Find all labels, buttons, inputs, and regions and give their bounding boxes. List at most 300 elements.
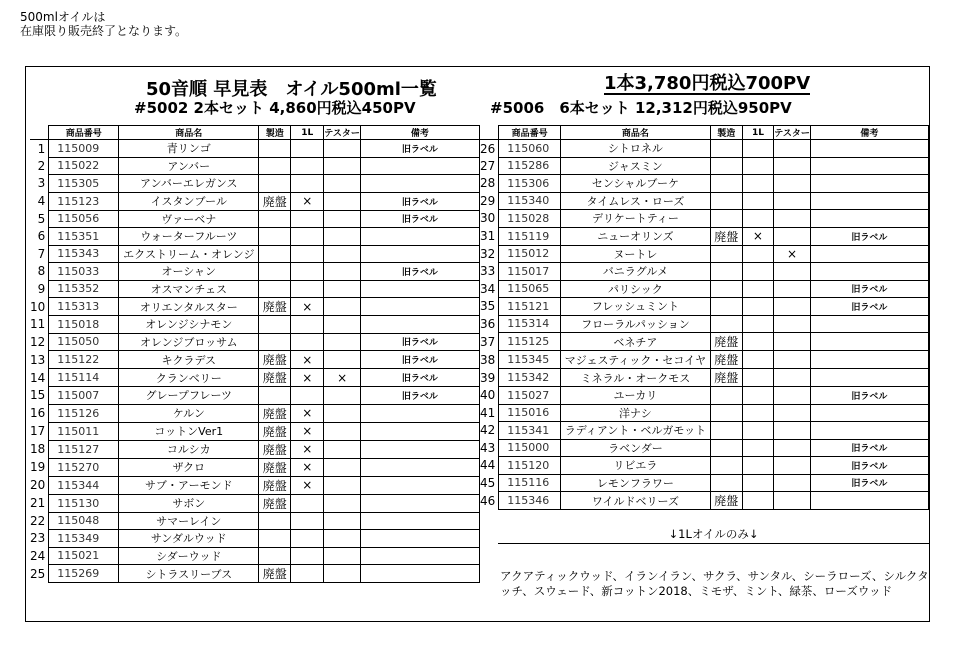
row-number: 30: [480, 210, 499, 228]
remarks: 旧ラベル: [360, 351, 479, 369]
product-name: ユーカリ: [561, 387, 711, 405]
one-liter-mark: [291, 157, 324, 175]
table-row: [30, 351, 479, 369]
row-number: 38: [480, 351, 499, 369]
header-no: [480, 126, 499, 140]
product-code: 115346: [499, 492, 561, 510]
manufacture-status: [259, 210, 291, 228]
row-number: 25: [30, 565, 49, 583]
row-number: 36: [480, 315, 499, 333]
manufacture-status: [259, 175, 291, 193]
six-set-price: #5006 6本セット 12,312円税込950PV: [490, 99, 792, 117]
product-code: 115028: [499, 210, 561, 228]
row-number: 43: [480, 439, 499, 457]
remarks: 旧ラベル: [360, 210, 479, 228]
row-number: 27: [480, 157, 499, 175]
table-row: [480, 351, 929, 369]
product-code: 115114: [49, 369, 119, 387]
remarks: 旧ラベル: [810, 298, 928, 316]
tester-mark: [774, 333, 811, 351]
table-row: [30, 298, 479, 316]
product-code: 115313: [49, 298, 119, 316]
row-number: 7: [30, 245, 49, 263]
header-no: [30, 126, 49, 140]
one-liter-mark: ×: [291, 192, 324, 210]
product-name: ケルン: [119, 404, 259, 422]
remarks: [810, 315, 928, 333]
tester-mark: [324, 404, 361, 422]
table-row: [30, 458, 479, 476]
remarks: [810, 245, 928, 263]
one-liter-mark: [742, 492, 774, 510]
remarks: 旧ラベル: [360, 263, 479, 281]
table-row: [30, 210, 479, 228]
tester-mark: [324, 512, 361, 530]
header-name: 商品名: [119, 126, 259, 140]
row-number: 32: [480, 245, 499, 263]
remarks: 旧ラベル: [360, 333, 479, 351]
product-name: レモンフラワー: [561, 474, 711, 492]
product-code: 115018: [49, 316, 119, 334]
remarks: [810, 404, 928, 422]
tester-mark: [324, 140, 361, 158]
row-number: 13: [30, 351, 49, 369]
manufacture-status: 廃盤: [259, 476, 291, 494]
product-name: サボン: [119, 494, 259, 512]
header-1l: 1L: [742, 126, 774, 140]
row-number: 37: [480, 333, 499, 351]
product-code: 115122: [49, 351, 119, 369]
row-number: 26: [480, 140, 499, 158]
row-number: 34: [480, 280, 499, 298]
tester-mark: [324, 387, 361, 405]
remarks: [810, 333, 928, 351]
manufacture-status: 廃盤: [259, 422, 291, 440]
product-name: ラベンダー: [561, 439, 711, 457]
tester-mark: [324, 547, 361, 565]
remarks: [810, 422, 928, 440]
one-liter-mark: [291, 316, 324, 334]
table-row: [30, 530, 479, 548]
row-number: 33: [480, 263, 499, 281]
product-name: タイムレス・ローズ: [561, 192, 711, 210]
product-name: 洋ナシ: [561, 404, 711, 422]
product-name: ジャスミン: [561, 157, 711, 175]
one-liter-mark: ×: [742, 227, 774, 245]
tester-mark: [774, 280, 811, 298]
row-number: 23: [30, 530, 49, 548]
one-liter-mark: [742, 263, 774, 281]
remarks: 旧ラベル: [360, 140, 479, 158]
product-code: 115351: [49, 228, 119, 246]
manufacture-status: 廃盤: [259, 404, 291, 422]
tester-mark: [324, 565, 361, 583]
product-name: パリシック: [561, 280, 711, 298]
one-liter-mark: [291, 263, 324, 281]
tester-mark: [774, 439, 811, 457]
row-number: 22: [30, 512, 49, 530]
remarks: 旧ラベル: [810, 280, 928, 298]
product-code: 115305: [49, 175, 119, 193]
one-liter-mark: [742, 457, 774, 475]
one-liter-mark: [742, 422, 774, 440]
tester-mark: [324, 245, 361, 263]
product-name: ウォーターフルーツ: [119, 228, 259, 246]
tester-mark: [324, 298, 361, 316]
tester-mark: [774, 351, 811, 369]
one-liter-mark: [742, 315, 774, 333]
row-number: 3: [30, 175, 49, 193]
manufacture-status: 廃盤: [259, 494, 291, 512]
tester-mark: [774, 404, 811, 422]
tester-mark: [324, 210, 361, 228]
row-number: 17: [30, 422, 49, 440]
remarks: [360, 422, 479, 440]
product-name: リビエラ: [561, 457, 711, 475]
table-row: [30, 333, 479, 351]
header-code: 商品番号: [499, 126, 561, 140]
one-liter-mark: ×: [291, 369, 324, 387]
table-row: [480, 140, 929, 158]
table-row: [480, 175, 929, 193]
manufacture-status: 廃盤: [259, 565, 291, 583]
remarks: 旧ラベル: [810, 227, 928, 245]
row-number: 10: [30, 298, 49, 316]
product-name: サマーレイン: [119, 512, 259, 530]
one-liter-mark: ×: [291, 351, 324, 369]
one-liter-mark: [291, 228, 324, 246]
product-code: 115056: [49, 210, 119, 228]
remarks: [810, 351, 928, 369]
header-tester: テスター: [324, 126, 361, 140]
row-number: 31: [480, 227, 499, 245]
tester-mark: [774, 263, 811, 281]
row-number: 1: [30, 140, 49, 158]
remarks: 旧ラベル: [360, 192, 479, 210]
product-code: 115065: [499, 280, 561, 298]
manufacture-status: 廃盤: [710, 369, 742, 387]
table-row: [480, 245, 929, 263]
one-liter-mark: [291, 210, 324, 228]
tester-mark: [324, 422, 361, 440]
row-number: 29: [480, 192, 499, 210]
remarks: 旧ラベル: [810, 439, 928, 457]
remarks: 旧ラベル: [360, 369, 479, 387]
product-code: 115349: [49, 530, 119, 548]
product-name: イスタンブール: [119, 192, 259, 210]
remarks: [360, 404, 479, 422]
tester-mark: [324, 157, 361, 175]
product-name: サンダルウッド: [119, 530, 259, 548]
product-name: アンバーエレガンス: [119, 175, 259, 193]
manufacture-status: [259, 280, 291, 298]
product-code: 115345: [499, 351, 561, 369]
product-code: 115270: [49, 458, 119, 476]
product-code: 115033: [49, 263, 119, 281]
remarks: [360, 175, 479, 193]
one-liter-mark: [742, 351, 774, 369]
product-name: アンバー: [119, 157, 259, 175]
one-liter-only-list: アクアティックウッド、イランイラン、サクラ、サンタル、シーラローズ、シルクタッチ、スウェード、新コットン2018、ミモザ、ミント、緑茶、ローズウッド: [500, 569, 929, 598]
manufacture-status: [710, 192, 742, 210]
product-name: 青リンゴ: [119, 140, 259, 158]
product-name: ミネラル・オークモス: [561, 369, 711, 387]
one-liter-mark: [742, 387, 774, 405]
one-liter-mark: [291, 175, 324, 193]
notice-line-1: 500mlオイルは: [20, 10, 106, 24]
table-row: [480, 315, 929, 333]
table-row: [480, 192, 929, 210]
table-row: [30, 387, 479, 405]
manufacture-status: [259, 512, 291, 530]
one-liter-mark: [742, 157, 774, 175]
row-number: 40: [480, 387, 499, 405]
product-code: 115341: [499, 422, 561, 440]
manufacture-status: [710, 315, 742, 333]
table-row: [480, 369, 929, 387]
header-tester: テスター: [774, 126, 811, 140]
one-liter-mark: ×: [291, 440, 324, 458]
remarks: [810, 369, 928, 387]
remarks: [360, 565, 479, 583]
tester-mark: [774, 140, 811, 158]
tester-mark: [324, 458, 361, 476]
remarks: [360, 458, 479, 476]
row-number: 35: [480, 298, 499, 316]
row-number: 4: [30, 192, 49, 210]
remarks: [360, 157, 479, 175]
table-row: [480, 457, 929, 475]
table-row: [30, 157, 479, 175]
table-row: [480, 157, 929, 175]
table-row: [30, 263, 479, 281]
one-liter-mark: [742, 210, 774, 228]
product-code: 115314: [499, 315, 561, 333]
row-number: 28: [480, 175, 499, 193]
one-liter-mark: [742, 280, 774, 298]
manufacture-status: [710, 263, 742, 281]
table-row: [480, 492, 929, 510]
product-code: 115121: [499, 298, 561, 316]
remarks: 旧ラベル: [810, 474, 928, 492]
product-name: センシャルブーケ: [561, 175, 711, 193]
tester-mark: ×: [324, 369, 361, 387]
tester-mark: [774, 210, 811, 228]
one-liter-mark: ×: [291, 458, 324, 476]
manufacture-status: 廃盤: [259, 192, 291, 210]
product-code: 115343: [49, 245, 119, 263]
product-code: 115022: [49, 157, 119, 175]
one-liter-mark: [291, 494, 324, 512]
manufacture-status: 廃盤: [259, 351, 291, 369]
tester-mark: [324, 440, 361, 458]
header-mfg: 製造: [710, 126, 742, 140]
remarks: [810, 157, 928, 175]
row-number: 9: [30, 280, 49, 298]
table-row: [480, 387, 929, 405]
one-liter-mark: [291, 245, 324, 263]
tester-mark: [324, 530, 361, 548]
one-liter-mark: [742, 192, 774, 210]
manufacture-status: [710, 298, 742, 316]
remarks: [360, 316, 479, 334]
table-row: [480, 263, 929, 281]
table-row: [480, 333, 929, 351]
table-row: [480, 298, 929, 316]
product-code: 115000: [499, 439, 561, 457]
row-number: 39: [480, 369, 499, 387]
table-row: [480, 227, 929, 245]
tester-mark: [774, 457, 811, 475]
tester-mark: [774, 175, 811, 193]
tester-mark: [774, 492, 811, 510]
manufacture-status: [710, 474, 742, 492]
row-number: 12: [30, 333, 49, 351]
table-row: [480, 404, 929, 422]
remarks: [360, 245, 479, 263]
product-name: オリエンタルスター: [119, 298, 259, 316]
tester-mark: ×: [774, 245, 811, 263]
tester-mark: [324, 228, 361, 246]
product-name: ヴァーベナ: [119, 210, 259, 228]
notice-text: [20, 10, 187, 38]
product-name: コットンVer1: [119, 422, 259, 440]
tester-mark: [774, 298, 811, 316]
manufacture-status: [259, 316, 291, 334]
product-code: 115342: [499, 369, 561, 387]
two-set-price: #5002 2本セット 4,860円税込450PV: [134, 99, 416, 117]
tester-mark: [774, 387, 811, 405]
manufacture-status: 廃盤: [710, 333, 742, 351]
table-row: [30, 316, 479, 334]
one-liter-mark: [291, 565, 324, 583]
remarks: [360, 494, 479, 512]
one-liter-mark: [742, 245, 774, 263]
product-code: 115027: [499, 387, 561, 405]
table-header-row: [480, 126, 929, 140]
manufacture-status: 廃盤: [259, 298, 291, 316]
table-row: [30, 476, 479, 494]
row-number: 11: [30, 316, 49, 334]
remarks: [360, 228, 479, 246]
product-name: ベネチア: [561, 333, 711, 351]
remarks: [810, 210, 928, 228]
one-liter-mark: [291, 333, 324, 351]
one-liter-mark: ×: [291, 422, 324, 440]
remarks: [810, 263, 928, 281]
row-number: 24: [30, 547, 49, 565]
table-row: [480, 474, 929, 492]
remarks: [360, 530, 479, 548]
product-code: 115050: [49, 333, 119, 351]
tester-mark: [324, 263, 361, 281]
product-code: 115021: [49, 547, 119, 565]
manufacture-status: 廃盤: [710, 492, 742, 510]
product-code: 115123: [49, 192, 119, 210]
sheet-title: 50音順 早見表 オイル500ml一覧: [146, 79, 437, 100]
row-number: 21: [30, 494, 49, 512]
tester-mark: [774, 157, 811, 175]
manufacture-status: [259, 245, 291, 263]
table-row: [30, 175, 479, 193]
manufacture-status: [710, 175, 742, 193]
right-product-table: [480, 125, 929, 510]
table-row: [480, 210, 929, 228]
manufacture-status: 廃盤: [710, 227, 742, 245]
product-name: ニューオリンズ: [561, 227, 711, 245]
manufacture-status: [259, 263, 291, 281]
table-row: [30, 422, 479, 440]
row-number: 41: [480, 404, 499, 422]
table-row: [30, 512, 479, 530]
one-liter-mark: [291, 547, 324, 565]
table-row: [480, 280, 929, 298]
table-row: [30, 369, 479, 387]
manufacture-status: [259, 140, 291, 158]
product-code: 115012: [499, 245, 561, 263]
manufacture-status: [710, 210, 742, 228]
product-code: 115120: [499, 457, 561, 475]
price-sheet: [25, 66, 930, 622]
table-row: [30, 404, 479, 422]
one-liter-mark: ×: [291, 404, 324, 422]
one-liter-mark: [291, 512, 324, 530]
manufacture-status: [259, 333, 291, 351]
manufacture-status: [259, 228, 291, 246]
product-name: クランベリー: [119, 369, 259, 387]
manufacture-status: [259, 387, 291, 405]
product-code: 115048: [49, 512, 119, 530]
product-code: 115009: [49, 140, 119, 158]
remarks: [810, 192, 928, 210]
manufacture-status: [710, 387, 742, 405]
manufacture-status: 廃盤: [259, 369, 291, 387]
manufacture-status: [259, 530, 291, 548]
header-code: 商品番号: [49, 126, 119, 140]
header-mfg: 製造: [259, 126, 291, 140]
product-code: 115017: [499, 263, 561, 281]
product-name: ラディアント・ベルガモット: [561, 422, 711, 440]
tester-mark: [774, 227, 811, 245]
product-code: 115007: [49, 387, 119, 405]
table-row: [30, 228, 479, 246]
header-name: 商品名: [561, 126, 711, 140]
product-name: オーシャン: [119, 263, 259, 281]
remarks: [360, 547, 479, 565]
row-number: 15: [30, 387, 49, 405]
row-number: 42: [480, 422, 499, 440]
product-name: サブ・アーモンド: [119, 476, 259, 494]
remarks: 旧ラベル: [810, 387, 928, 405]
product-name: ザクロ: [119, 458, 259, 476]
row-number: 8: [30, 263, 49, 281]
product-name: フローラルパッション: [561, 315, 711, 333]
tester-mark: [324, 333, 361, 351]
product-name: バニラグルメ: [561, 263, 711, 281]
product-code: 115125: [499, 333, 561, 351]
remarks: 旧ラベル: [810, 457, 928, 475]
row-number: 46: [480, 492, 499, 510]
one-liter-mark: ×: [291, 298, 324, 316]
remarks: [360, 280, 479, 298]
tester-mark: [324, 351, 361, 369]
product-name: シダーウッド: [119, 547, 259, 565]
one-liter-mark: [291, 530, 324, 548]
table-row: [30, 440, 479, 458]
product-name: グレープフレーツ: [119, 387, 259, 405]
product-code: 115286: [499, 157, 561, 175]
product-code: 115060: [499, 140, 561, 158]
